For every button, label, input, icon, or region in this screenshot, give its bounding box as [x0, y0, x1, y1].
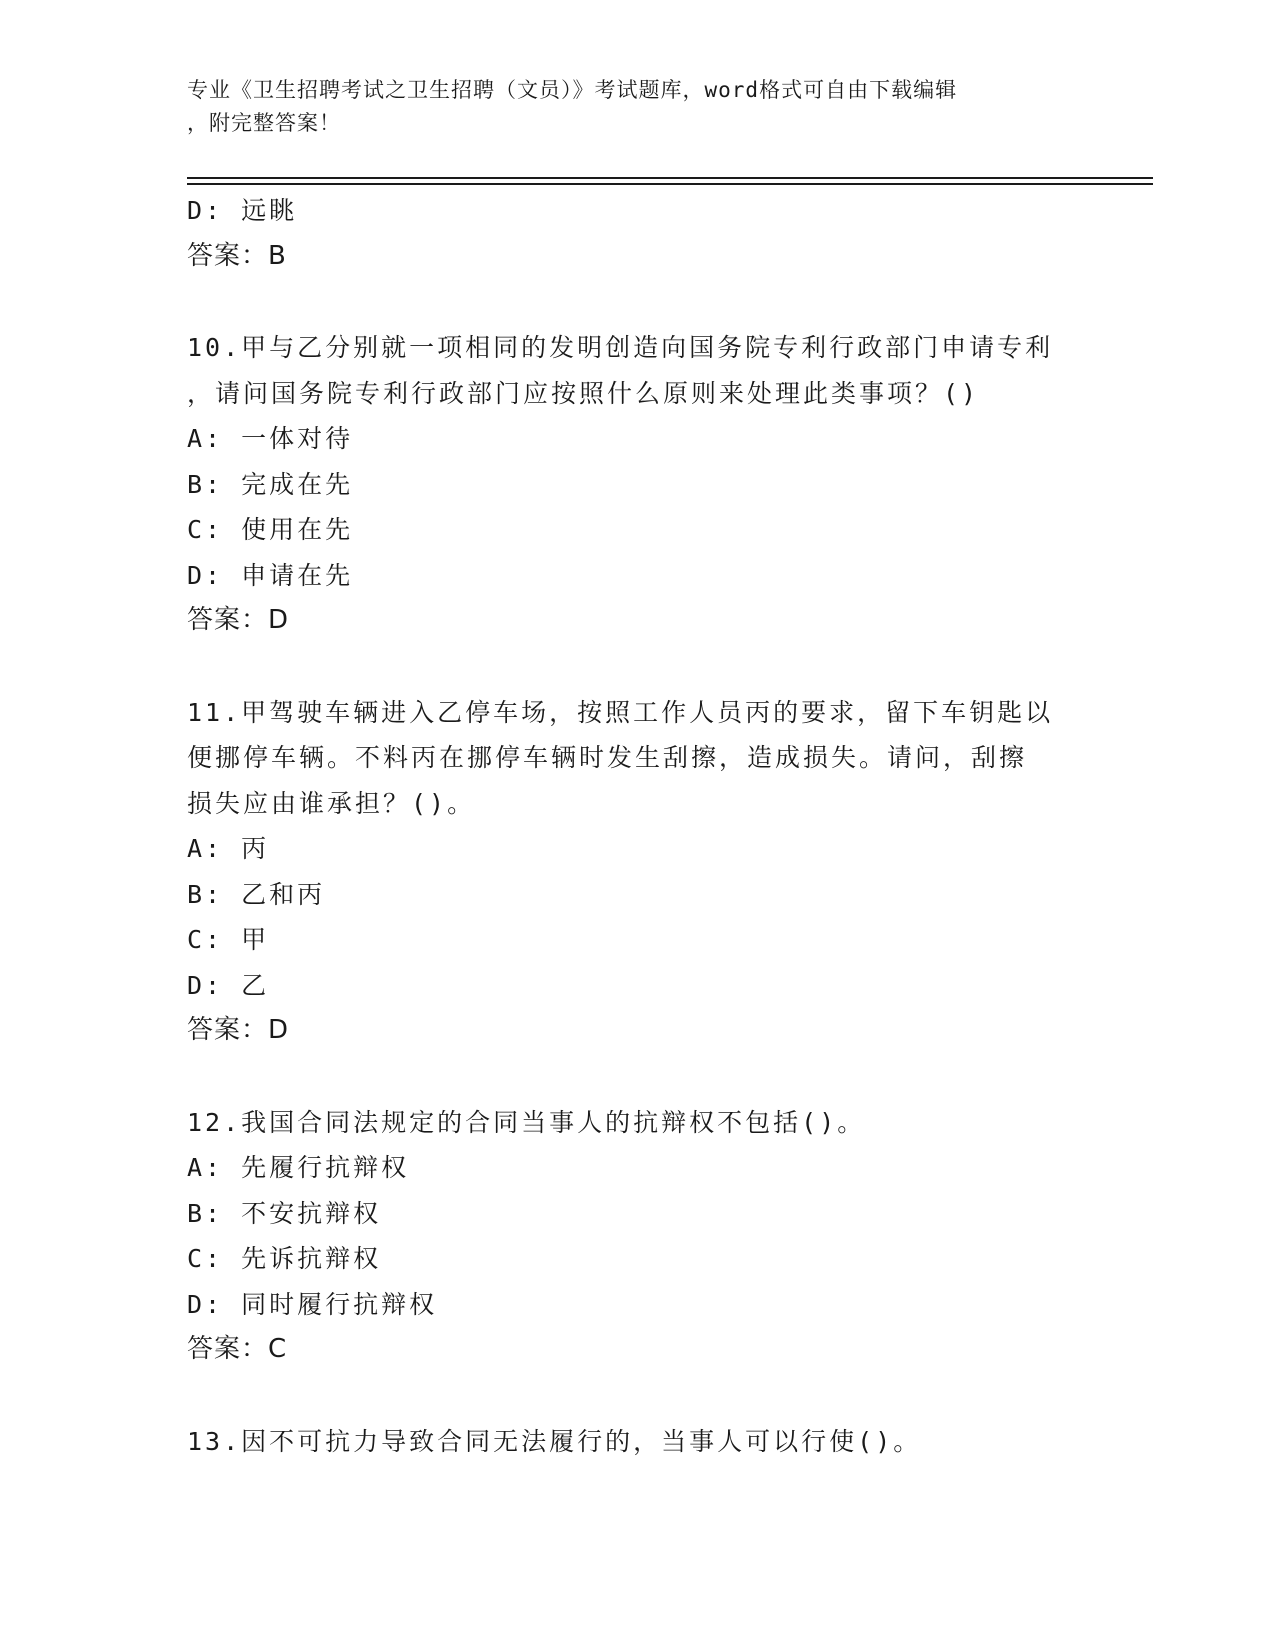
option-b: B: 不安抗辩权	[187, 1198, 382, 1228]
option-a: A: 丙	[187, 834, 270, 863]
option-d: D: 远眺	[187, 196, 298, 225]
header-divider-bottom	[187, 183, 1153, 185]
question-11	[187, 690, 1087, 1054]
question-text: 13.因不可抗力导致合同无法履行的，当事人可以行使()。	[187, 1426, 922, 1456]
header-line-2: ，附完整答案！	[187, 111, 341, 135]
option-c: C: 甲	[187, 925, 270, 954]
document-header	[187, 74, 1087, 140]
question-text: 12.我国合同法规定的合同当事人的抗辩权不包括()。	[187, 1107, 866, 1137]
option-a: A: 先履行抗辩权	[187, 1153, 410, 1182]
question-13	[187, 1419, 1087, 1465]
option-c: C: 使用在先	[187, 515, 354, 544]
answer-line: 答案：D	[187, 1015, 290, 1045]
option-b: B: 乙和丙	[187, 879, 326, 909]
question-text: 便挪停车辆。不料丙在挪停车辆时发生刮擦，造成损失。请问，刮擦	[187, 743, 1028, 772]
header-divider-top	[187, 177, 1153, 179]
answer-line: 答案：D	[187, 605, 290, 635]
option-b: B: 完成在先	[187, 469, 354, 499]
question-text: 10.甲与乙分别就一项相同的发明创造向国务院专利行政部门申请专利	[187, 333, 1054, 362]
question-text: 损失应由谁承担？()。	[187, 788, 476, 818]
question-12	[187, 1100, 1087, 1373]
document-body	[187, 188, 1087, 1464]
question-9-fragment	[187, 188, 1087, 279]
option-d: D: 乙	[187, 970, 270, 1000]
answer-line: 答案：C	[187, 1334, 288, 1364]
option-d: D: 同时履行抗辩权	[187, 1289, 438, 1319]
option-c: C: 先诉抗辩权	[187, 1244, 382, 1273]
header-line-1: 专业《卫生招聘考试之卫生招聘（文员）》考试题库，word格式可自由下载编辑	[187, 78, 958, 102]
option-d: D: 申请在先	[187, 560, 354, 590]
question-10	[187, 325, 1087, 644]
question-text: 11.甲驾驶车辆进入乙停车场，按照工作人员丙的要求，留下车钥匙以	[187, 697, 1054, 727]
option-a: A: 一体对待	[187, 424, 354, 453]
answer-line: 答案：B	[187, 240, 287, 271]
question-text: ，请问国务院专利行政部门应按照什么原则来处理此类事项？()	[187, 378, 980, 408]
